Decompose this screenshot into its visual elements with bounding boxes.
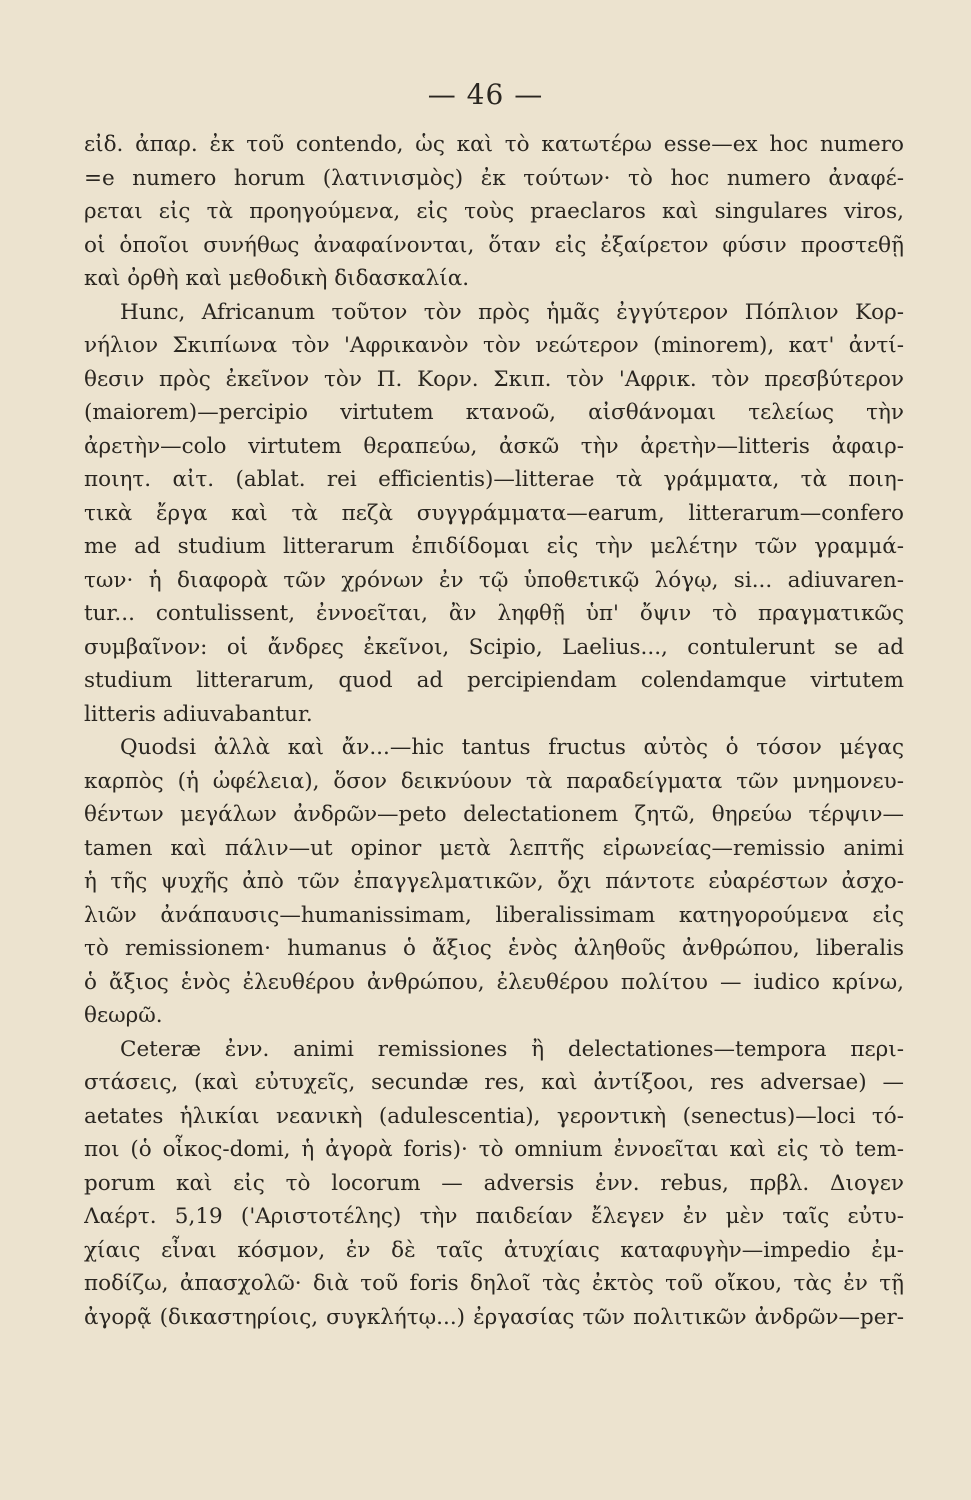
text-line: porum καὶ εἰς τὸ locorum — adversis ἐνν. rebus, πρβλ. Διογεν [84, 1170, 904, 1196]
text-line: νήλιον Σκιπίωνα τὸν 'Αφρικανὸν τὸν νεώτερον (minorem), κατ' ἀντί- [84, 333, 904, 358]
text-line: καὶ ὀρθὴ καὶ μεθοδικὴ διδασκαλία. [84, 266, 470, 291]
text-line: τικὰ ἔργα καὶ τὰ πεζὰ συγγράμματα—earum, litterarum—confero [84, 500, 904, 526]
text-line: Ceteræ ἐνν. animi remissiones ἢ delectationes—tempora περι- [120, 1036, 904, 1062]
page-number: — 46 — [427, 78, 544, 111]
text-line: =e numero horum (λατινισμὸς) ἐκ τούτων· τὸ hoc numero ἀναφέ- [84, 165, 904, 191]
text-line: (maiorem)—percipio virtutem κτανοῶ, αἰσθάνομαι τελείως τὴν [84, 400, 904, 425]
text-line: Quodsi ἀλλὰ καὶ ἄν...—hic tantus fructus αὐτὸς ὁ τόσον μέγας [120, 735, 904, 760]
text-line: θεωρῶ. [84, 1003, 163, 1028]
text-line: εἰδ. ἀπαρ. ἐκ τοῦ contendo, ὡς καὶ τὸ κατωτέρω esse—ex hoc numero [84, 132, 904, 157]
text-line: ποι (ὁ οἶκος-domi, ἡ ἀγορὰ foris)· τὸ omnium ἐννοεῖται καὶ εἰς τὸ tem- [84, 1137, 904, 1162]
text-line: τὸ remissionem· humanus ὁ ἄξιος ἑνὸς ἀληθοῦς ἀνθρώπου, liberalis [84, 936, 904, 961]
text-line: χίαις εἶναι κόσμον, ἐν δὲ ταῖς ἀτυχίαις καταφυγὴν—impedio ἐμ- [84, 1237, 904, 1263]
text-line: ρεται εἰς τὰ προηγούμενα, εἰς τοὺς praeclaros καὶ singulares viros, [84, 199, 904, 224]
text-line: me ad studium litterarum ἐπιδίδομαι εἰς τὴν μελέτην τῶν γραμμά- [84, 534, 904, 559]
text-line: οἱ ὁποῖοι συνήθως ἀναφαίνονται, ὅταν εἰς ἐξαίρετον φύσιν προστεθῇ [84, 232, 904, 258]
text-line: των· ἡ διαφορὰ τῶν χρόνων ἐν τῷ ὑποθετικῷ λόγῳ, si... adiuvaren- [84, 567, 904, 593]
text-line: litteris adiuvabantur. [84, 701, 313, 727]
text-line: στάσεις, (καὶ εὐτυχεῖς, secundæ res, καὶ ἀντίξοοι, res adversae) — [84, 1070, 904, 1095]
text-line: aetates ἡλικίαι νεανικὴ (adulescentia), γεροντικὴ (senectus)—loci τό- [84, 1103, 904, 1129]
text-line: studium litterarum, quod ad percipiendam colendamque virtutem [84, 668, 904, 693]
text-line: ἀρετὴν—colo virtutem θεραπεύω, ἀσκῶ τὴν ἀρετὴν—litteris ἀφαιρ- [84, 433, 904, 459]
text-line: θεσιν πρὸς ἐκεῖνον τὸν Π. Κορν. Σκιπ. τὸν 'Αφρικ. τὸν πρεσβύτερον [84, 366, 904, 392]
text-line: ὁ ἄξιος ἑνὸς ἐλευθέρου ἀνθρώπου, ἐλευθέρου πολίτου — iudico κρίνω, [84, 969, 904, 995]
text-line: ἀγορᾷ (δικαστηρίοις, συγκλήτῳ...) ἐργασίας τῶν πολιτικῶν ἀνδρῶν—per- [84, 1304, 904, 1330]
text-body [84, 128, 904, 1334]
text-line: Hunc, Africanum τοῦτον τὸν πρὸς ἡμᾶς ἐγγύτερον Πόπλιον Κορ- [120, 299, 904, 325]
text-line: λιῶν ἀνάπαυσις—humanissimam, liberalissimam κατηγορούμενα εἰς [84, 902, 904, 928]
text-line: tamen καὶ πάλιν—ut opinor μετὰ λεπτῆς εἰρωνείας—remissio animi [84, 835, 904, 861]
text-line: συμβαῖνον: οἱ ἄνδρες ἐκεῖνοι, Scipio, Laelius..., contulerunt se ad [84, 634, 904, 660]
text-line: ποδίζω, ἀπασχολῶ· διὰ τοῦ foris δηλοῖ τὰς ἐκτὸς τοῦ οἴκου, τὰς ἐν τῇ [84, 1271, 904, 1296]
text-line: tur... contulissent, ἐννοεῖται, ἂν ληφθῇ ὑπ' ὄψιν τὸ πραγματικῶς [84, 601, 904, 626]
text-line: ποιητ. αἰτ. (ablat. rei efficientis)—litterae τὰ γράμματα, τὰ ποιη- [84, 467, 904, 492]
text-line: θέντων μεγάλων ἀνδρῶν—peto delectationem ζητῶ, θηρεύω τέρψιν— [84, 802, 904, 827]
text-line: ἡ τῆς ψυχῆς ἀπὸ τῶν ἐπαγγελματικῶν, ὄχι πάντοτε εὐαρέστων ἀσχο- [84, 869, 904, 894]
text-line: καρπὸς (ἡ ὠφέλεια), ὅσον δεικνύουν τὰ παραδείγματα τῶν μνημονευ- [84, 768, 904, 794]
text-line: Λαέρτ. 5,19 ('Αριστοτέλης) τὴν παιδείαν ἔλεγεν ἐν μὲν ταῖς εὐτυ- [84, 1204, 904, 1229]
